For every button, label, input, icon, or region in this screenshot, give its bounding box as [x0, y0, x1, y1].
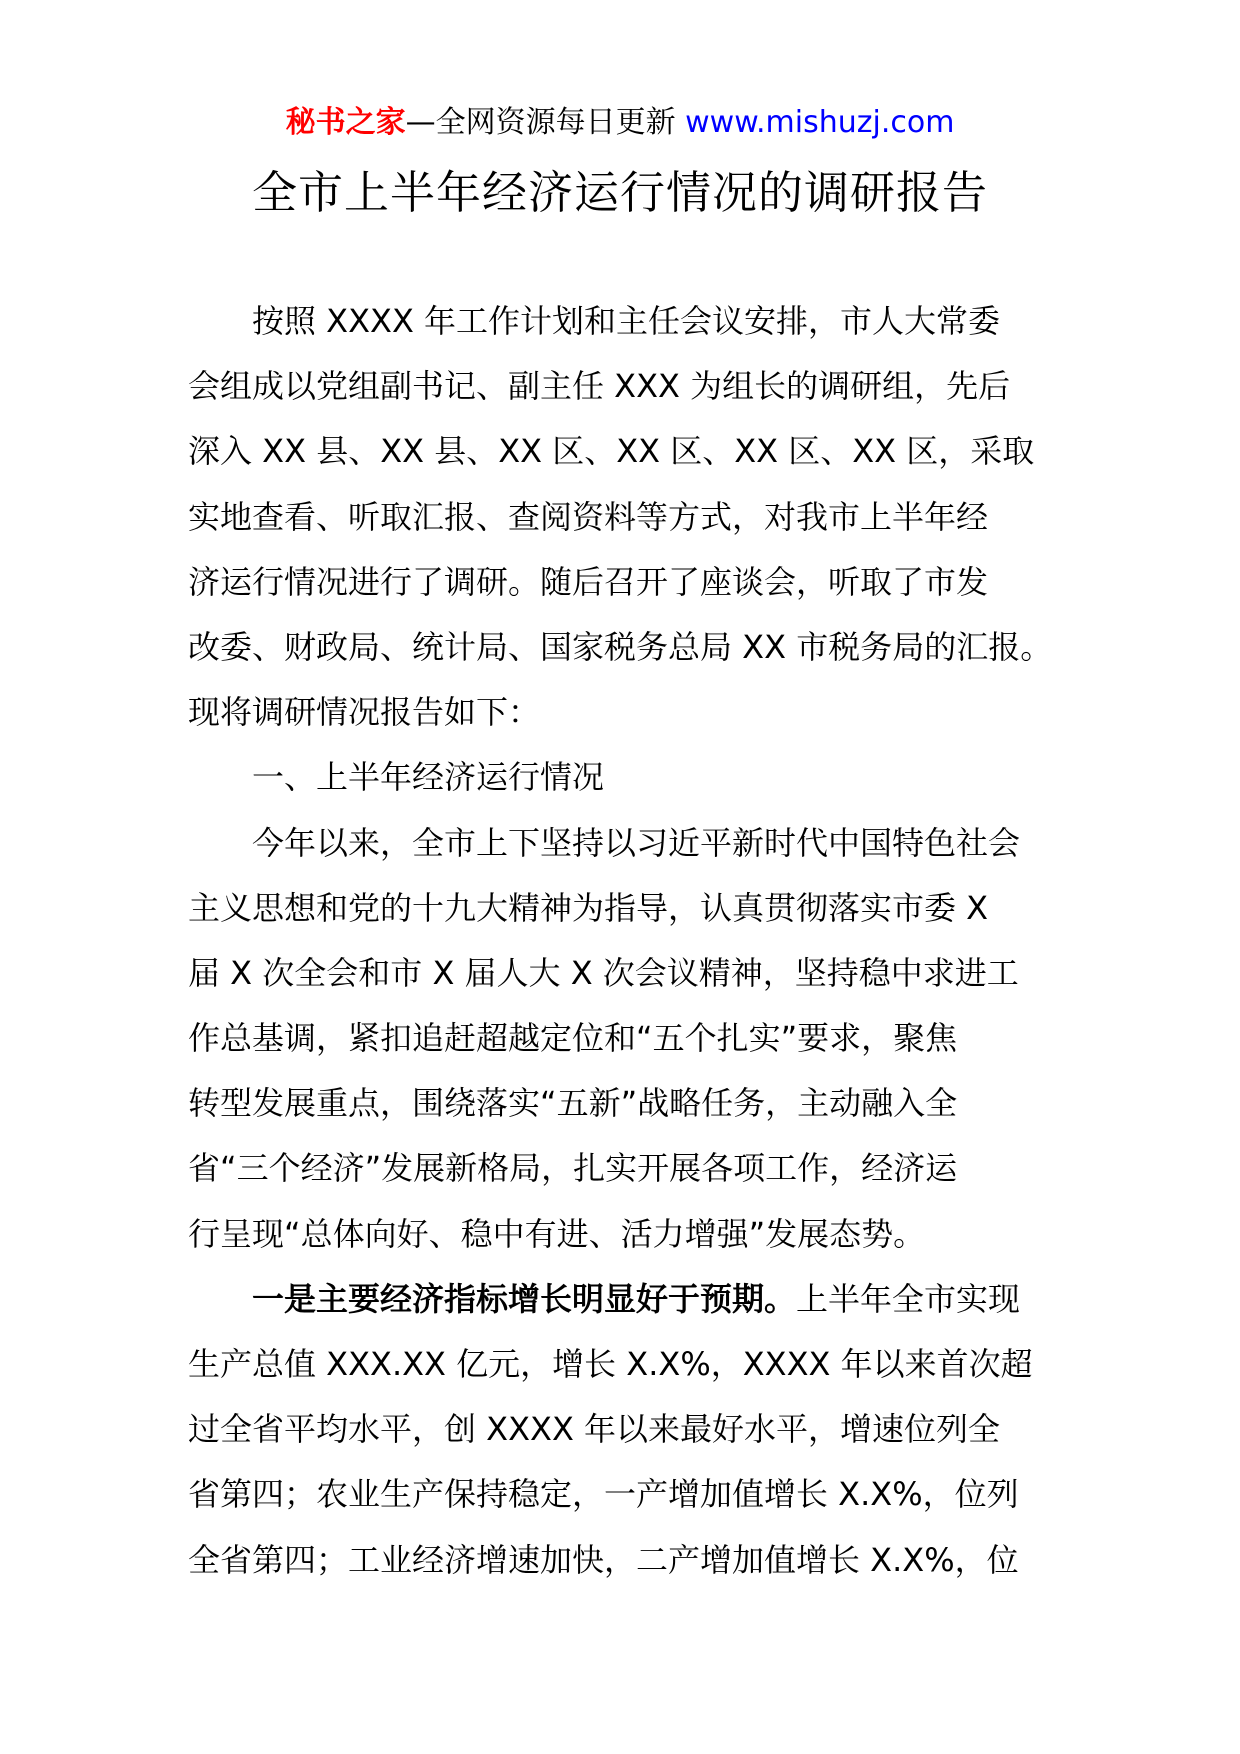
paragraph-line	[188, 1267, 1068, 1332]
site-header	[0, 103, 1240, 143]
paragraph-line: 会组成以党组副书记、副主任 XXX 为组长的调研组，先后	[188, 367, 1011, 406]
paragraph-line: 作总基调，紧扣追赶超越定位和“五个扎实”要求，聚焦	[188, 1019, 958, 1058]
paragraph-line: 省“三个经济”发展新格局，扎实开展各项工作，经济运	[188, 1149, 958, 1188]
document-title: 全市上半年经济运行情况的调研报告	[251, 166, 988, 219]
paragraph-line: 行呈现“总体向好、稳中有进、活力增强”发展态势。	[188, 1214, 926, 1253]
paragraph-line: 全省第四；工业经济增速加快，二产增加值增长 X.X%，位	[188, 1540, 1019, 1579]
site-tagline: —全网资源每日更新	[405, 105, 686, 140]
paragraph-line: 实地查看、听取汇报、查阅资料等方式，对我市上半年经	[188, 497, 989, 536]
paragraph-line: 省第四；农业生产保持稳定，一产增加值增长 X.X%，位列	[188, 1475, 1019, 1514]
paragraph-line: 生产总值 XXX.XX 亿元，增长 X.X%，XXXX 年以来首次超	[188, 1345, 1033, 1383]
paragraph-line: 过全省平均水平，创 XXXX 年以来最好水平，增速位列全	[188, 1410, 1001, 1449]
paragraph-line-text: 上半年全市实现	[796, 1279, 1021, 1318]
site-name: 秘书之家	[285, 105, 406, 140]
site-url-link[interactable]: www.mishuzj.com	[685, 105, 955, 140]
paragraph-line: 现将调研情况报告如下：	[188, 693, 541, 732]
paragraph-line: 转型发展重点，围绕落实“五新”战略任务，主动融入全	[188, 1084, 958, 1123]
paragraph-line: 按照 XXXX 年工作计划和主任会议安排，市人大常委	[252, 302, 1001, 340]
paragraph-line: 深入 XX 县、XX 县、XX 区、XX 区、XX 区、XX 区，采取	[188, 432, 1035, 471]
paragraph-line: 今年以来，全市上下坚持以习近平新时代中国特色社会	[252, 823, 1021, 862]
document-body	[188, 289, 1068, 1593]
paragraph-line: 改委、财政局、统计局、国家税务总局 XX 市税务局的汇报。	[188, 627, 1053, 666]
paragraph-line: 届 X 次全会和市 X 届人大 X 次会议精神，坚持稳中求进工	[188, 953, 1019, 992]
paragraph-line: 主义思想和党的十九大精神为指导，认真贯彻落实市委 X	[188, 888, 989, 927]
bold-lead-sentence: 一是主要经济指标增长明显好于预期。	[252, 1279, 797, 1318]
paragraph-line: 济运行情况进行了调研。随后召开了座谈会，听取了市发	[188, 562, 989, 601]
section-heading: 一、上半年经济运行情况	[252, 758, 605, 797]
